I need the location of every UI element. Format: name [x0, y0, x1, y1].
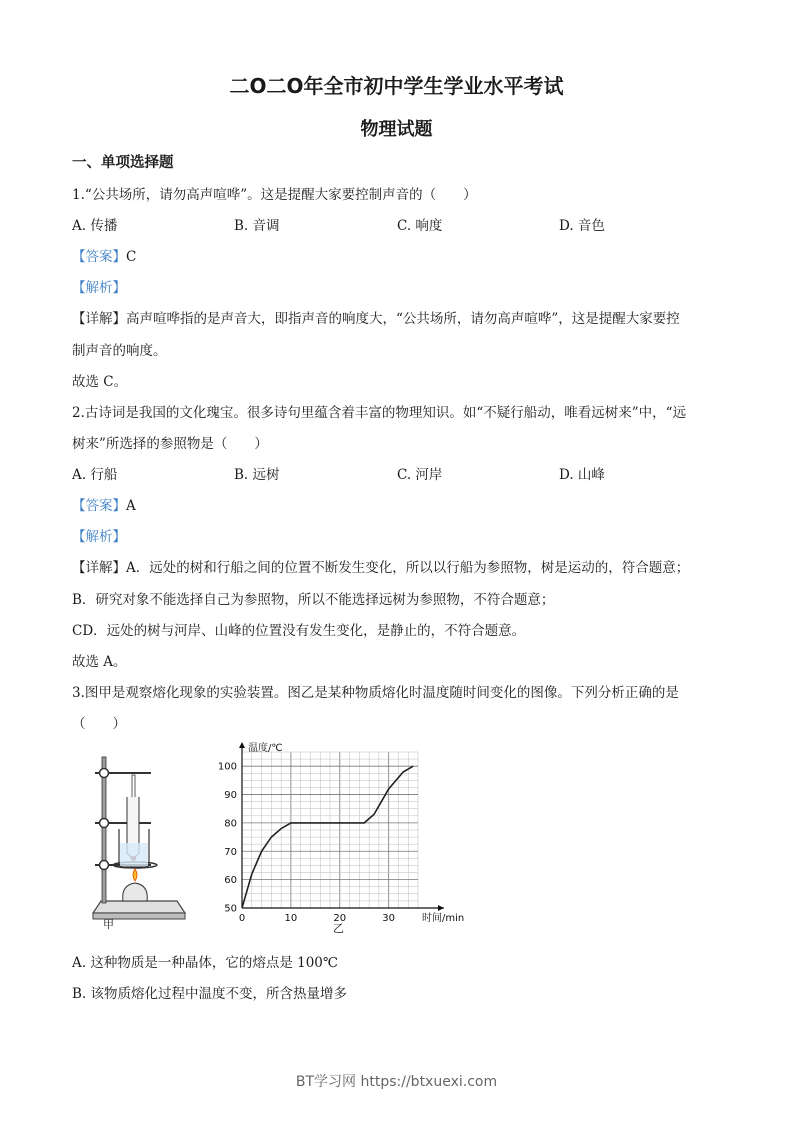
y-tick-label: 90 [224, 790, 237, 802]
footer-watermark: BT学习网 https://btxuexi.com [295, 1074, 498, 1090]
x-tick-label: 10 [284, 913, 298, 924]
q2-answer [72, 494, 136, 514]
section-heading: 一、单项选择题 [72, 155, 174, 171]
q2-analysis-label: 【解析】 [72, 529, 126, 545]
chart-grid [242, 752, 418, 908]
q1-conclusion: 故选 C。 [72, 374, 128, 390]
q2-stem-line1: 2.古诗词是我国的文化瑰宝。很多诗句里蕴含着丰富的物理知识。如“不疑行船动，唯看远树来”中，“远 [72, 405, 687, 421]
q3-stem-line2: （ ） [72, 716, 126, 732]
figure-yi-label: 乙 [333, 922, 344, 935]
q1-stem: 1.“公共场所，请勿高声喧哗”。这是提醒大家要控制声音的（ ） [72, 187, 477, 203]
q1-option-b: B. 音调 [234, 218, 280, 234]
y-tick-label: 80 [224, 818, 237, 830]
q1-option-a: A. 传播 [72, 218, 118, 234]
figure-jia-label: 甲 [103, 918, 114, 931]
q2-detail-line3: CD．远处的树与河岸、山峰的位置没有发生变化，是静止的，不符合题意。 [72, 623, 526, 639]
q2-option-b: B. 远树 [234, 467, 280, 483]
answer-label: 【答案】 [72, 498, 126, 514]
exam-title: 二O二O年全市初中学生学业水平考试 [229, 74, 564, 98]
exam-subtitle: 物理试题 [360, 119, 433, 140]
answer-value: C [126, 249, 137, 265]
x-tick-label: 0 [238, 913, 246, 924]
q2-detail-line2: B．研究对象不能选择自己为参照物，所以不能选择远树为参照物，不符合题意； [72, 592, 555, 608]
y-tick-label: 70 [224, 846, 237, 858]
q1-option-d: D. 音色 [559, 218, 605, 234]
x-tick-label: 20 [333, 913, 347, 924]
apparatus-figure [85, 745, 195, 935]
q2-option-c: C. 河岸 [397, 467, 443, 483]
temperature-chart [200, 742, 470, 938]
q2-detail-line1: 【详解】A．远处的树和行船之间的位置不断发生变化，所以以行船为参照物，树是运动的，符合题意； [72, 560, 690, 576]
chart-x-label: 时间/min [422, 913, 465, 924]
y-tick-label: 100 [217, 761, 237, 773]
chart-axes [239, 742, 444, 911]
q2-conclusion: 故选 A。 [72, 654, 127, 670]
answer-label: 【答案】 [72, 249, 126, 265]
q3-option-b: B. 该物质熔化过程中温度不变，所含热量增多 [72, 986, 348, 1002]
x-tick-label: 30 [382, 913, 396, 924]
q3-stem-line1: 3.图甲是观察熔化现象的实验装置。图乙是某种物质熔化时温度随时间变化的图像。下列分析正确的是 [72, 685, 679, 701]
q2-option-d: D. 山峰 [559, 467, 605, 483]
q1-option-c: C. 响度 [397, 218, 443, 234]
y-axis-arrow [239, 742, 245, 748]
q1-analysis-label: 【解析】 [72, 280, 126, 296]
y-tick-label: 60 [224, 875, 237, 887]
chart-y-label: 温度/℃ [248, 743, 283, 754]
q1-answer [72, 245, 136, 265]
q2-option-a: A. 行船 [72, 467, 118, 483]
answer-value: A [126, 498, 136, 514]
q3-option-a: A. 这种物质是一种晶体，它的熔点是 100℃ [72, 955, 338, 971]
y-tick-label: 50 [224, 903, 237, 915]
q1-detail-line1: 【详解】高声喧哗指的是声音大，即指声音的响度大，“公共场所，请勿高声喧哗”，这是提醒大家要控 [72, 311, 680, 327]
q2-stem-line2: 树来”所选择的参照物是（ ） [72, 436, 268, 452]
x-axis-arrow [438, 905, 444, 911]
q1-detail-line2: 制声音的响度。 [72, 343, 167, 359]
